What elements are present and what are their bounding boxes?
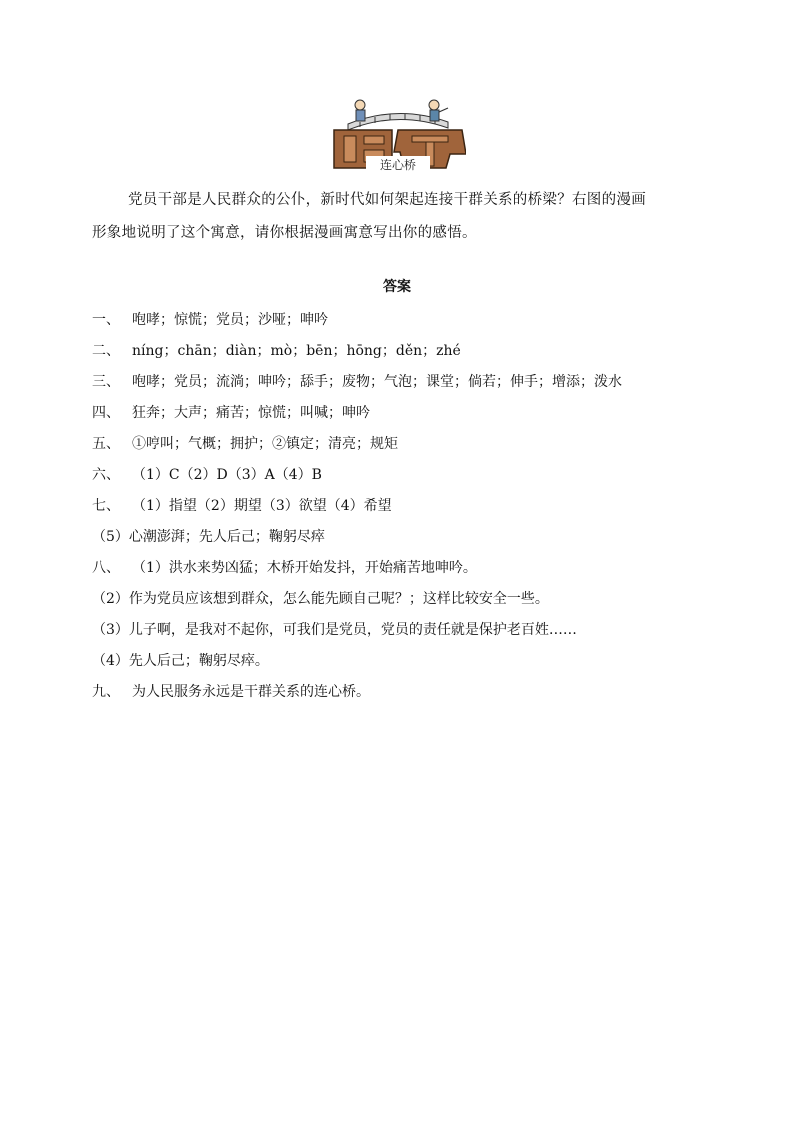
answer-text: （1）指望（2）期望（3）欲望（4）希望 (132, 498, 392, 514)
answer-7-extra: （5）心潮澎湃；先人后己；鞠躬尽瘁 (92, 529, 325, 545)
answer-text: （1）洪水来势凶猛；木桥开始发抖，开始痛苦地呻吟。 (132, 560, 477, 576)
bridge-cartoon-drawing (330, 96, 466, 174)
answer-row (92, 398, 712, 429)
answer-row (92, 336, 712, 367)
answer-8-extra: （3）儿子啊，是我对不起你，可我们是党员，党员的责任就是保护老百姓…… (92, 622, 577, 638)
answer-text: 咆哮；党员；流淌；呻吟；舔手；废物；气泡；课堂；倘若；伸手；增添；泼水 (132, 374, 622, 390)
answer-row (92, 429, 712, 460)
answer-text: 狂奔；大声；痛苦；惊慌；叫喊；呻吟 (132, 405, 370, 421)
answer-text: （1）C（2）D（3）A（4）B (132, 467, 322, 483)
answer-text: níng；chān；diàn；mò；bēn；hōng；děn；zhé (132, 343, 461, 359)
cartoon-caption: 连心桥 (379, 158, 417, 172)
answer-number: 一、 (92, 312, 120, 328)
bridge-cartoon-icon (330, 96, 466, 174)
answer-text: 为人民服务永远是干群关系的连心桥。 (132, 684, 370, 700)
answer-row (92, 367, 712, 398)
prompt-line-1: 党员干部是人民群众的公仆，新时代如何架起连接干群关系的桥梁？右图的漫画 (128, 192, 646, 208)
answer-row (92, 677, 712, 708)
answer-number: 二、 (92, 343, 120, 359)
answer-row (92, 460, 712, 491)
answer-number: 四、 (92, 405, 120, 421)
prompt-line-2: 形象地说明了这个寓意，请你根据漫画寓意写出你的感悟。 (92, 225, 477, 241)
answer-number: 三、 (92, 374, 120, 390)
answer-list (92, 305, 712, 708)
answer-8-extra: （4）先人后己；鞠躬尽瘁。 (92, 653, 269, 669)
answer-text: 咆哮；惊慌；党员；沙哑；呻吟 (132, 312, 328, 328)
answer-row (92, 305, 712, 336)
answer-number: 六、 (92, 467, 120, 483)
answer-number: 九、 (92, 684, 120, 700)
answer-title: 答案 (383, 279, 411, 295)
answer-row (92, 491, 712, 522)
answer-number: 七、 (92, 498, 120, 514)
answer-text: ①哼叫；气概；拥护；②镇定；清亮；规矩 (132, 436, 398, 452)
question-prompt (92, 184, 704, 250)
answer-number: 五、 (92, 436, 120, 452)
answer-8-extra: （2）作为党员应该想到群众，怎么能先顾自己呢？；这样比较安全一些。 (92, 591, 549, 607)
answer-number: 八、 (92, 560, 120, 576)
answer-row (92, 553, 712, 584)
